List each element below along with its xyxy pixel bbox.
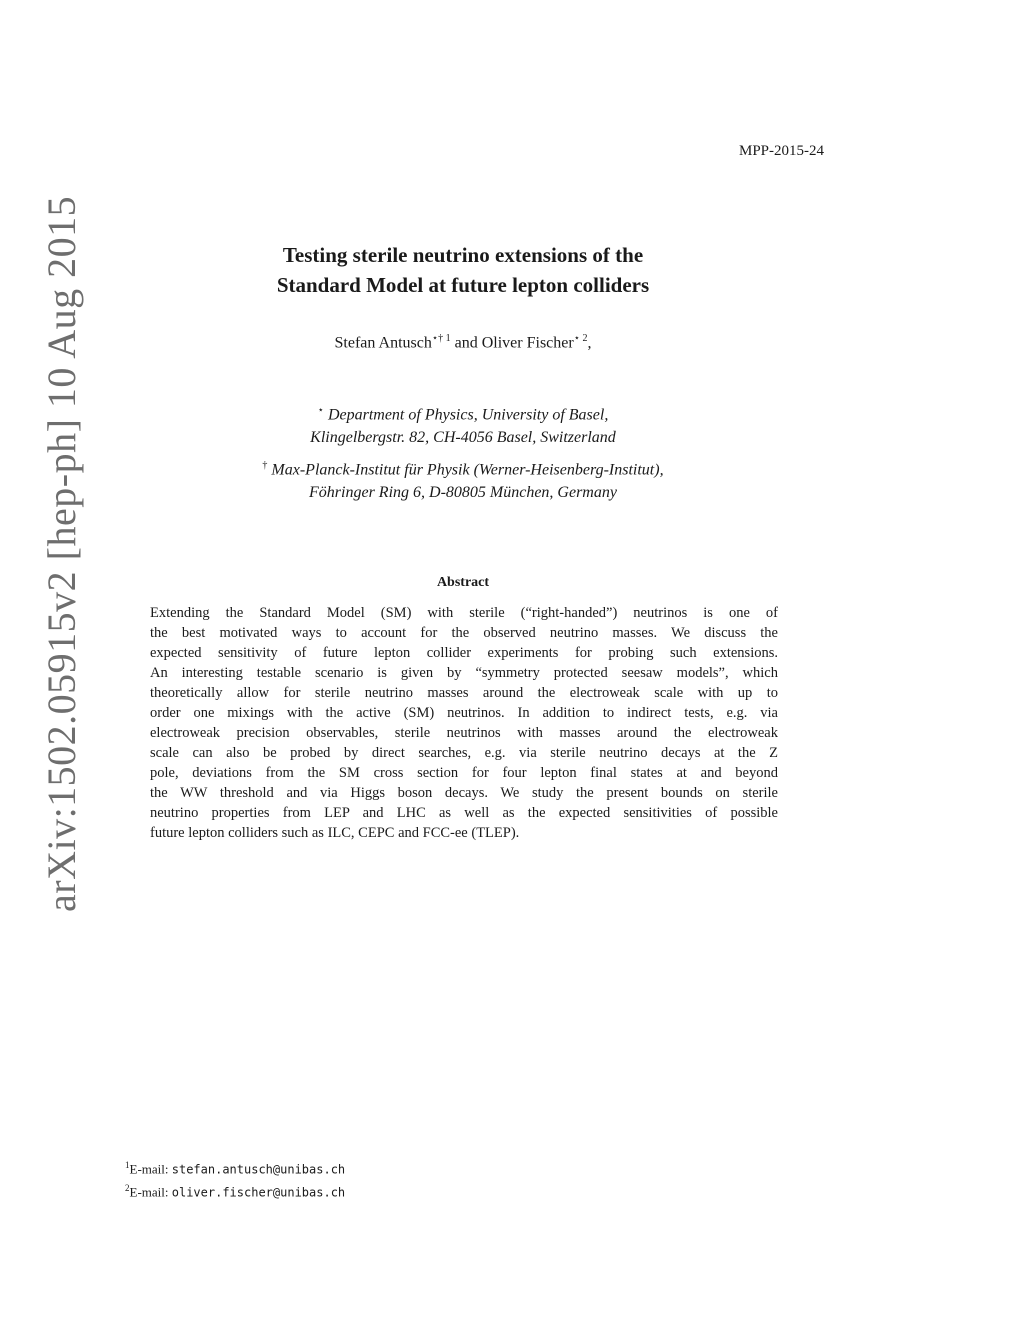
abstract-line: neutrino properties from LEP and LHC as well as the expected sensitivities of possible <box>150 805 778 821</box>
footnote-1 <box>125 1156 345 1179</box>
affiliation-mark: ⋆ <box>317 405 324 416</box>
abstract-body <box>150 603 778 843</box>
author-2-name: Oliver Fischer <box>481 334 574 352</box>
abstract-line: scale can also be probed by direct searches, e.g. via sterile neutrino decays at the Z <box>150 745 778 761</box>
affiliation-line-1: Department of Physics, University of Basel, <box>327 406 609 424</box>
author-2-marks: ⋆ 2 <box>573 333 588 344</box>
title-line-2: Standard Model at future lepton colliders <box>276 273 650 297</box>
author-trailing-comma: , <box>587 334 592 352</box>
title-line-1: Testing sterile neutrino extensions of the <box>282 243 644 267</box>
abstract-line: the WW threshold and via Higgs boson decays. We study the present bounds on sterile <box>150 785 778 801</box>
affiliation-mark: † <box>262 460 268 471</box>
affiliation-basel <box>150 399 776 449</box>
abstract-line: order one mixings with the active (SM) neutrinos. In addition to indirect tests, e.g. via <box>150 705 778 721</box>
affiliation-line-2: Föhringer Ring 6, D-80805 München, Germany <box>309 484 617 502</box>
affiliation-mpi <box>150 454 776 504</box>
author-connector: and <box>454 334 478 352</box>
abstract-heading: Abstract <box>436 575 490 590</box>
email-link[interactable]: oliver.fischer@unibas.ch <box>171 1185 346 1200</box>
author-1-name: Stefan Antusch <box>334 334 432 352</box>
footnote-mark: 1 <box>125 1160 130 1170</box>
affiliation-line-2: Klingelbergstr. 82, CH-4056 Basel, Switzerland <box>310 429 616 447</box>
footnote-2 <box>125 1179 345 1202</box>
footnote-mark: 2 <box>125 1183 130 1194</box>
affiliation-line-1: Max-Planck-Institut für Physik (Werner-Heisenberg-Institut), <box>271 461 664 479</box>
abstract-line: electroweak precision observables, sterile neutrinos with masses around the electroweak <box>150 725 778 741</box>
abstract-line: expected sensitivity of future lepton collider experiments for probing such extensions. <box>150 645 778 661</box>
abstract-line: An interesting testable scenario is given by “symmetry protected seesaw models”, which <box>150 665 778 681</box>
report-number: MPP-2015-24 <box>738 143 824 159</box>
abstract-line: theoretically allow for sterile neutrino masses around the electroweak scale with up to <box>150 685 778 701</box>
author-list <box>150 333 776 352</box>
abstract-line: pole, deviations from the SM cross section for four lepton final states at and beyond <box>150 765 778 781</box>
footnote-label: E-mail: <box>129 1184 169 1200</box>
abstract-line: Extending the Standard Model (SM) with sterile (“right-handed”) neutrinos is one of <box>150 605 778 621</box>
arxiv-identifier-stamp[interactable]: arXiv:1502.05915v2 [hep-ph] 10 Aug 2015 <box>39 195 84 912</box>
abstract-line: the best motivated ways to account for the observed neutrino masses. We discuss the <box>150 625 778 641</box>
paper-title <box>150 240 776 300</box>
footnote-label: E-mail: <box>129 1161 169 1177</box>
author-1-marks: ⋆† 1 <box>431 333 451 344</box>
email-link[interactable]: stefan.antusch@unibas.ch <box>171 1162 346 1177</box>
abstract-line: future lepton colliders such as ILC, CEPC and FCC-ee (TLEP). <box>150 825 520 841</box>
footnotes <box>125 1156 345 1203</box>
